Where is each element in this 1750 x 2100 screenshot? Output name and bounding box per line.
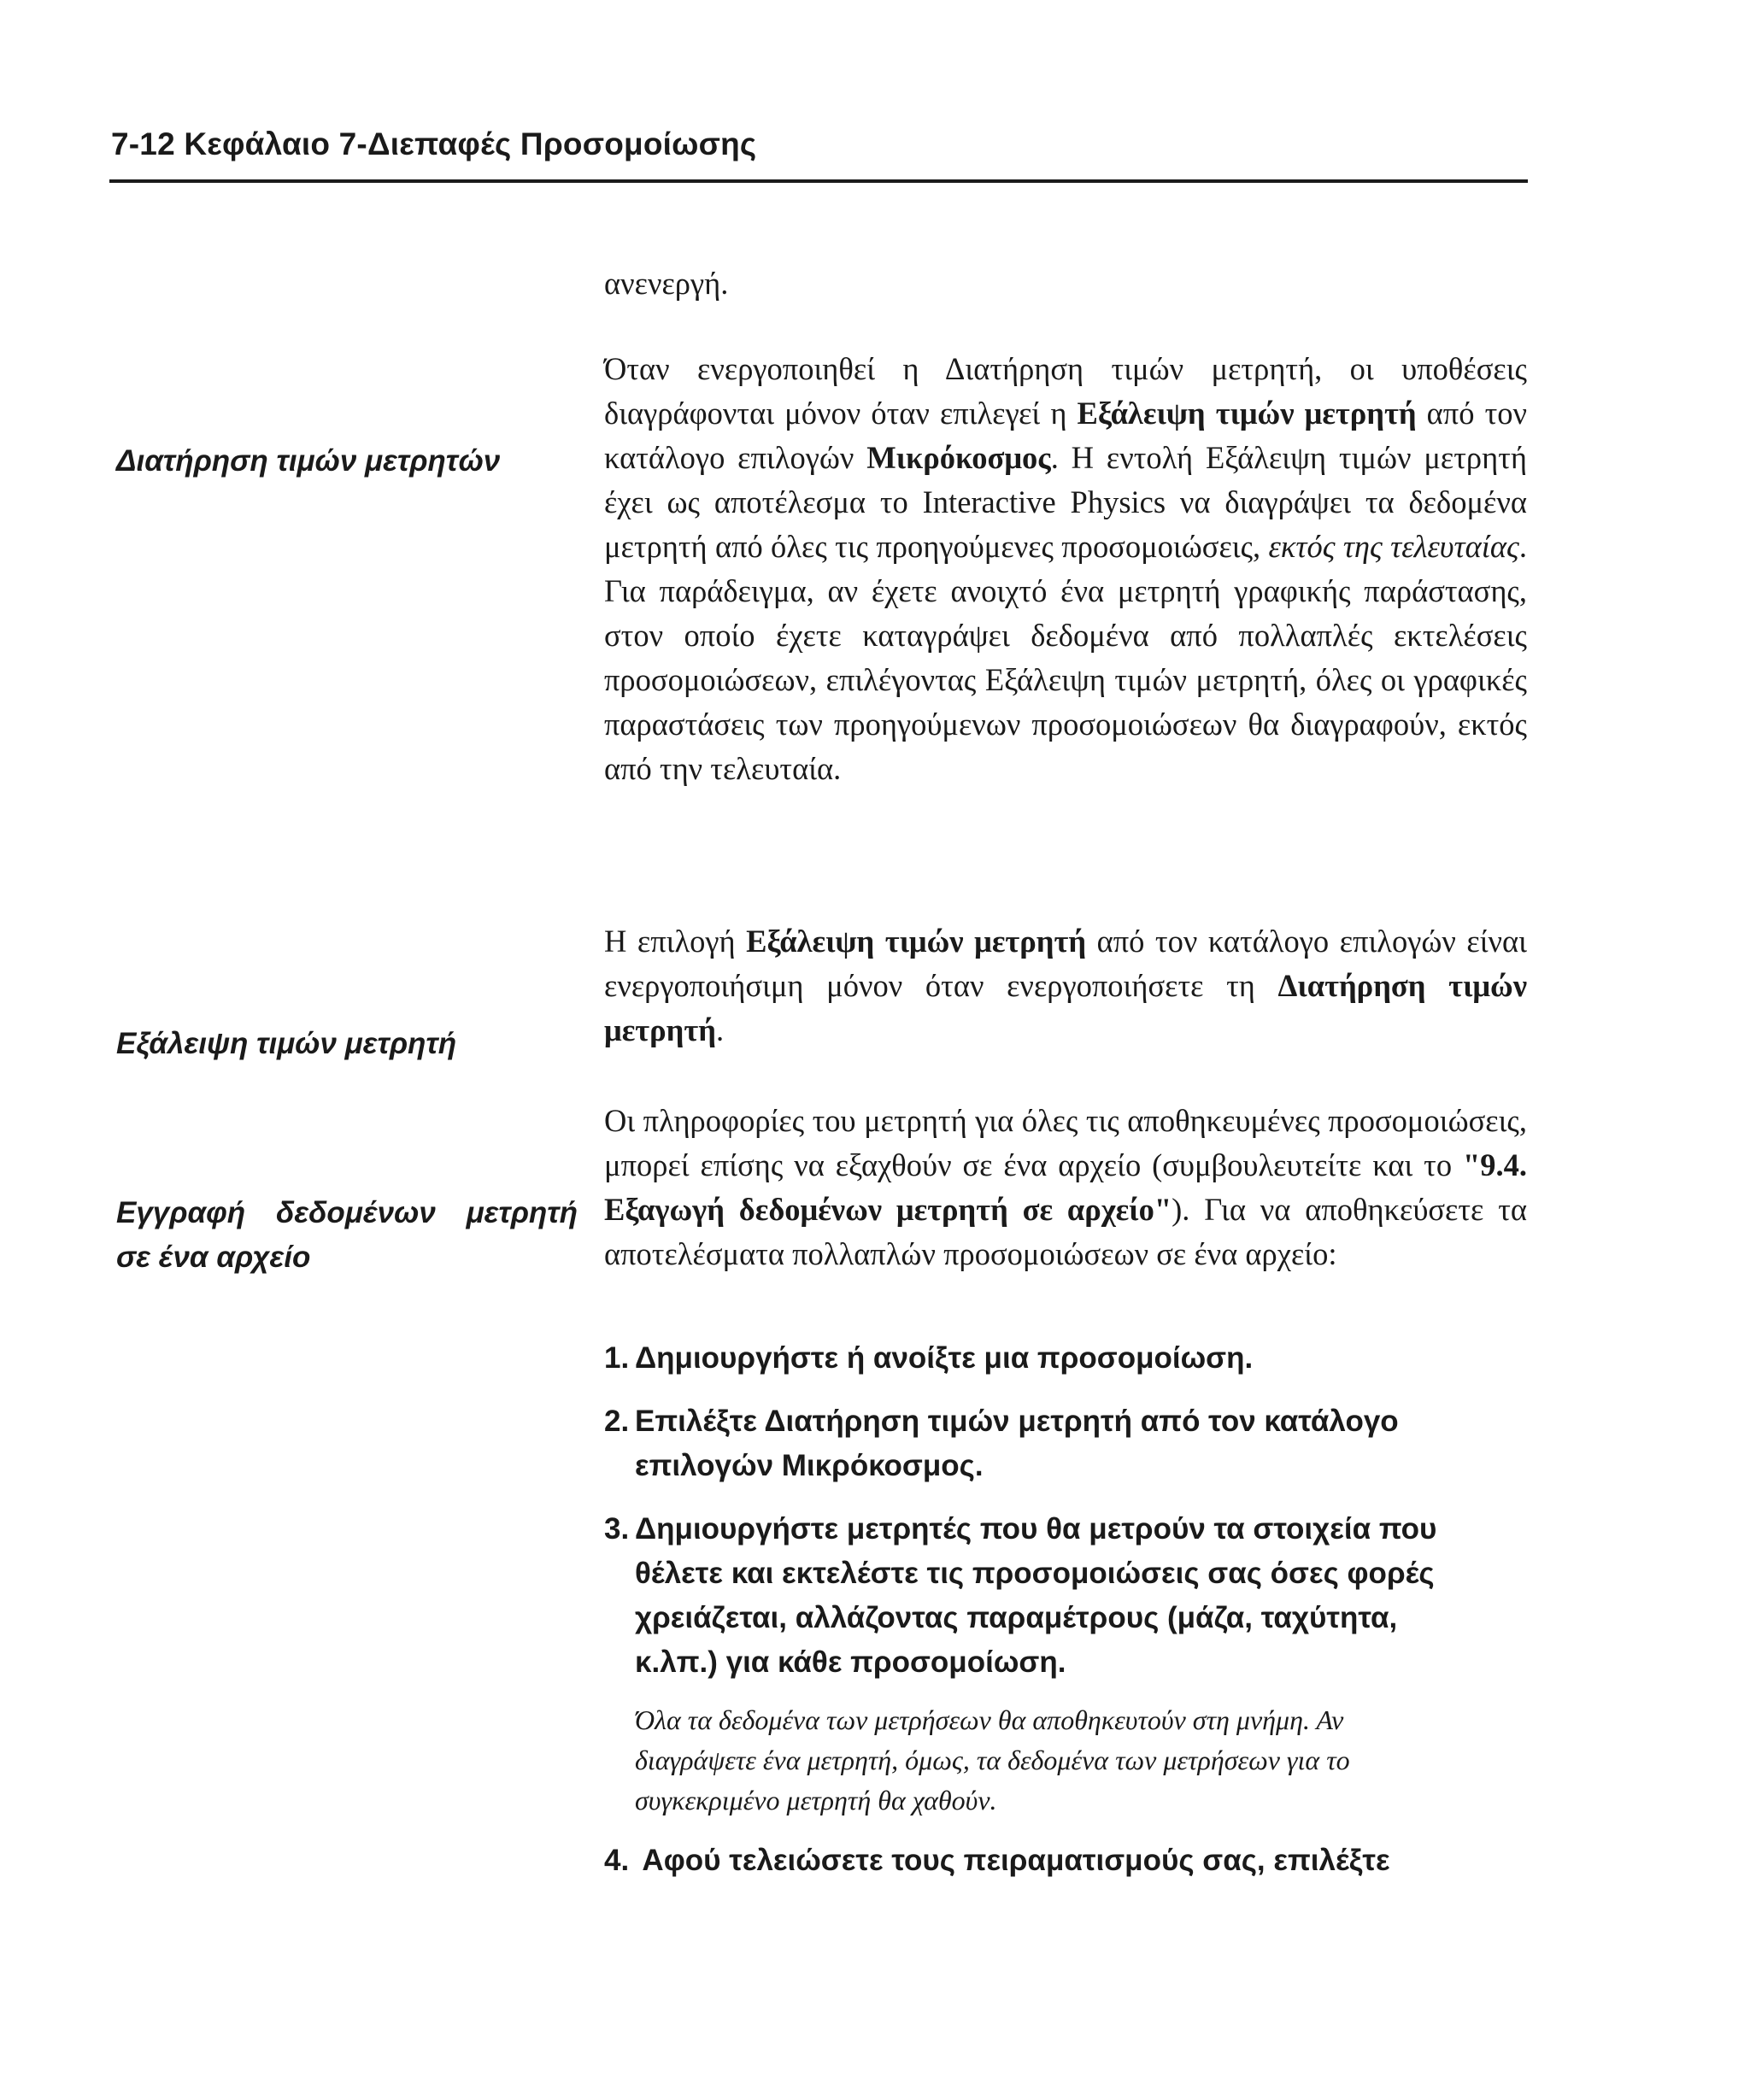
step-text: Δημιουργήστε μετρητές που θα μετρούν τα στοιχεία που — [635, 1512, 1437, 1546]
text-run: Όταν ενεργοποιηθεί η Διατήρηση τιμών μετρητή, οι υποθέσεις διαγράφονται μόνον όταν επιλεγεί η — [604, 351, 1527, 431]
bold-term-retain-counter: Διατήρηση τιμών μετρητή — [604, 968, 1527, 1047]
text-run: . — [715, 1012, 725, 1047]
step-2 — [604, 1399, 1527, 1488]
text-run: ). Για να αποθηκεύσετε τα αποτελέσματα πολλαπλών προσομοιώσεων σε ένα αρχείο: — [604, 1192, 1527, 1271]
page-header: 7-12 Κεφάλαιο 7-Διεπαφές Προσομοίωσης — [111, 126, 757, 161]
italic-term-except-last: εκτός της τελευταίας — [1268, 529, 1519, 564]
sidebar-heading-line: σε ένα αρχείο — [116, 1241, 311, 1274]
paragraph-inactive: ανενεργή. — [604, 266, 729, 301]
step-text: Αφού τελειώσετε τους πειραματισμούς σας, επιλέξτε — [635, 1844, 1390, 1877]
paragraph-counter-retention — [604, 347, 1527, 791]
step-text: Επιλέξτε Διατήρηση τιμών μετρητή από τον κατάλογο — [635, 1405, 1399, 1438]
text-run: . Η εντολή Εξάλειψη τιμών μετρητή έχει ως αποτέλεσμα το Interactive Physics να διαγράψει τα δεδομένα μετρητή από όλες τις προηγούμενες προσομοιώσεις, — [604, 440, 1527, 564]
step-number: 2. — [604, 1405, 630, 1438]
sidebar-heading-line: Εγγραφή δεδομένων μετρητή — [116, 1196, 578, 1229]
sidebar-heading-counter-retention: Διατήρηση τιμών μετρητών — [116, 444, 501, 478]
step-text: θέλετε και εκτελέστε τις προσομοιώσεις σας όσες φορές — [635, 1557, 1435, 1590]
step-3-note — [635, 1700, 1524, 1821]
step-1 — [604, 1336, 1527, 1381]
text-run: από τον κατάλογο επιλογών είναι ενεργοποιήσιμη μόνον όταν ενεργοποιήσετε τη — [604, 924, 1528, 1003]
sidebar-heading-clear-counter: Εξάλειψη τιμών μετρητή — [116, 1027, 457, 1060]
step-number: 3. — [604, 1512, 630, 1546]
text-run: από τον κατάλογο επιλογών — [604, 396, 1527, 475]
paragraph-export-counter — [604, 1099, 1527, 1276]
bold-term-microworld: Μικρόκοσμος — [866, 440, 1051, 475]
note-line: συγκεκριμένο μετρητή θα χαθούν. — [635, 1785, 997, 1816]
step-number: 4. — [604, 1844, 630, 1877]
text-run: Οι πληροφορίες του μετρητή για όλες τις αποθηκευμένες προσομοιώσεις, μπορεί επίσης να εξαχθούν σε ένα αρχείο (συμβουλευτείτε και το — [604, 1103, 1527, 1182]
header-rule — [109, 179, 1528, 183]
note-line: Όλα τα δεδομένα των μετρήσεων θα αποθηκευτούν στη μνήμη. Αν — [635, 1704, 1344, 1735]
step-3 — [604, 1507, 1527, 1685]
step-text: χρειάζεται, αλλάζοντας παραμέτρους (μάζα, ταχύτητα, — [635, 1601, 1398, 1634]
bold-term-clear-counter: Εξάλειψη τιμών μετρητή — [746, 924, 1087, 959]
bold-term-export-reference: "9.4. Εξαγωγή δεδομένων μετρητή σε αρχείο" — [604, 1147, 1527, 1227]
note-line: διαγράψετε ένα μετρητή, όμως, τα δεδομένα των μετρήσεων για το — [635, 1745, 1350, 1775]
step-number: 1. — [604, 1341, 630, 1375]
step-text: Δημιουργήστε ή ανοίξτε μια προσομοίωση. — [635, 1341, 1254, 1375]
bold-term-clear-counter: Εξάλειψη τιμών μετρητή — [1077, 396, 1417, 431]
step-text: επιλογών Μικρόκοσμος. — [635, 1449, 984, 1482]
paragraph-clear-counter — [604, 919, 1527, 1053]
step-4 — [604, 1839, 1527, 1883]
sidebar-heading-write-counter-file — [116, 1191, 578, 1280]
text-run: . Για παράδειγμα, αν έχετε ανοιχτό ένα μετρητή γραφικής παράστασης, στον οποίο έχετε καταγράψει δεδομένα από πολλαπλές εκτελέσεις προσομοιώσεων, επιλέγοντας Εξάλειψη τιμών μετρητή, όλες οι γραφικές παραστάσεις των προηγούμενων προσομοιώσεων θα διαγραφούν, εκτός από την τελευταία. — [604, 529, 1527, 786]
text-run: Η επιλογή — [604, 924, 747, 959]
step-text: κ.λπ.) για κάθε προσομοίωση. — [635, 1645, 1066, 1679]
